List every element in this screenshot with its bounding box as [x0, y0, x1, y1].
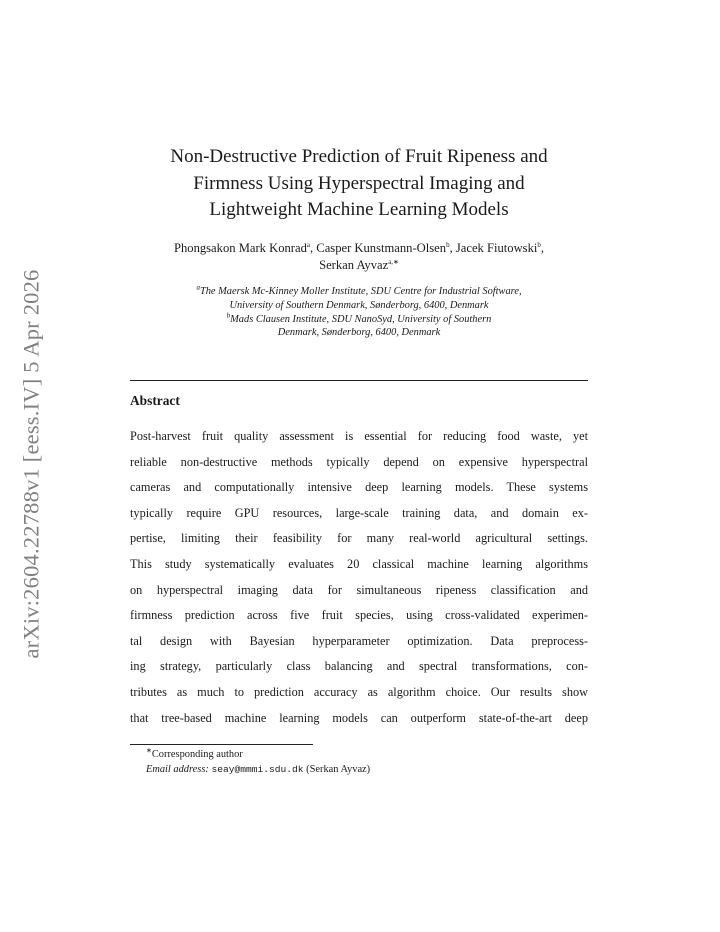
abstract-heading: Abstract — [130, 393, 180, 408]
title-line: Lightweight Machine Learning Models — [209, 199, 509, 220]
corresponding-author-note — [146, 748, 370, 763]
author-name: Serkan Ayvaz — [319, 258, 389, 272]
paper-title — [100, 144, 618, 224]
title-line: Non-Destructive Prediction of Fruit Ripeness and — [170, 146, 548, 167]
affiliation-line — [130, 313, 588, 327]
email-label: Email address: — [146, 763, 209, 775]
abstract-line: cameras and computationally intensive deep learning models. These systems — [130, 480, 588, 495]
abstract-top-rule — [130, 380, 588, 381]
author-line-1: Phongsakon Mark Konrad$^a$, Casper Kunstmann-Olsen$^b$, Jacek Fiutowski$^b$, — [173, 240, 545, 255]
abstract-line: that tree-based machine learning models can outperform state-of-the-art deep — [130, 710, 588, 725]
abstract-line: reliable non-destructive methods typically depend on expensive hyperspectral — [130, 454, 588, 469]
corresponding-author-text: Corresponding author — [151, 749, 243, 760]
author-affil-mark: a,∗ — [388, 257, 399, 266]
affiliations — [130, 285, 588, 340]
abstract-line: Post-harvest fruit quality assessment is essential for reducing food waste, yet — [130, 429, 588, 443]
abstract-line: on hyperspectral imaging data for simultaneous ripeness classification and — [130, 582, 588, 597]
abstract-body — [130, 424, 588, 731]
author-affil-mark: b — [537, 240, 541, 249]
email-address-link[interactable]: seay@mmmi.sdu.dk — [211, 763, 304, 775]
abstract-line: ing strategy, particularly class balancing and spectral transformations, con- — [130, 659, 588, 674]
abstract-line: typically require GPU resources, large-scale training data, and domain ex- — [130, 505, 588, 520]
author-name: Casper Kunstmann-Olsen — [316, 241, 447, 255]
arxiv-identifier-text: arXiv:2604.22788v1 [eess.IV] 5 Apr 2026 — [18, 269, 43, 659]
abstract-line: tributes as much to prediction accuracy as algorithm choice. Our results show — [130, 684, 588, 699]
affiliation-line — [130, 285, 588, 299]
author-affil-mark: a — [306, 240, 310, 249]
author-affil-mark: b — [446, 240, 450, 249]
author-name: Phongsakon Mark Konrad — [173, 241, 307, 255]
email-owner: (Serkan Ayvaz) — [306, 763, 371, 775]
footnote-rule — [130, 744, 313, 745]
author-line-2 — [120, 257, 598, 274]
footnotes — [146, 748, 370, 777]
abstract-line: pertise, limiting their feasibility for many real-world agricultural settings. — [130, 531, 588, 546]
affil-mark: a — [196, 283, 200, 292]
abstract-line: This study systematically evaluates 20 classical machine learning algorithms — [130, 556, 588, 571]
affil-text: Mads Clausen Institute, SDU NanoSyd, University of Southern — [230, 313, 492, 325]
author-list — [120, 240, 598, 274]
title-line: Firmness Using Hyperspectral Imaging and — [193, 172, 525, 194]
arxiv-identifier — [11, 258, 51, 670]
affiliation-line: Denmark, Sønderborg, 6400, Denmark — [277, 327, 441, 339]
abstract-line: tal design with Bayesian hyperparameter optimization. Data preprocess- — [130, 633, 588, 648]
abstract-line: firmness prediction across five fruit species, using cross-validated experimen- — [130, 608, 588, 623]
author-name: Jacek Fiutowski — [455, 241, 538, 255]
affil-text: The Maersk Mc-Kinney Moller Institute, SDU Centre for Industrial Software, — [199, 286, 522, 297]
email-note — [146, 763, 370, 778]
footnote-mark: ∗ — [146, 746, 152, 755]
affil-mark: b — [226, 311, 231, 320]
affiliation-line: University of Southern Denmark, Sønderborg, 6400, Denmark — [229, 299, 489, 311]
